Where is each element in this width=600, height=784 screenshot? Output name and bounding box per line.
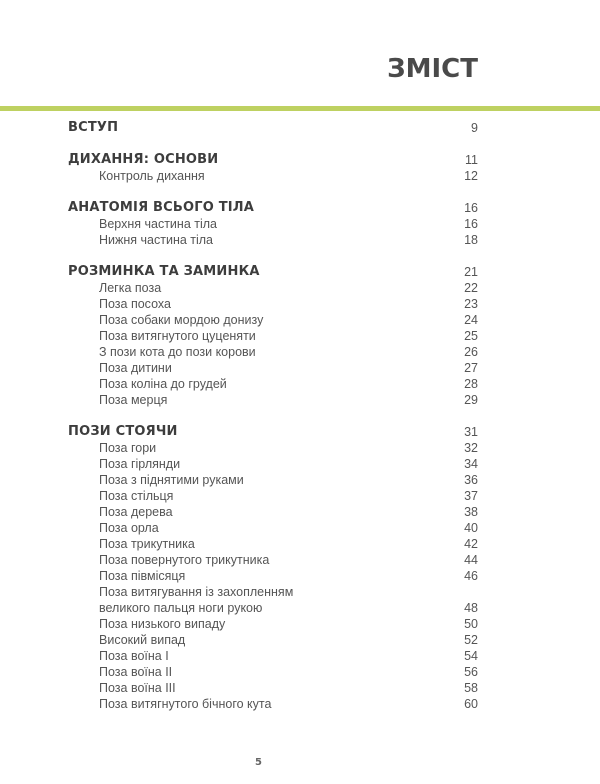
toc-section-heading[interactable] [68,200,478,216]
entry-title: Нижня частина тіла [99,233,214,247]
toc-entry[interactable] [68,584,478,616]
toc-entry[interactable] [68,280,478,296]
page-number: 5 [255,757,262,768]
entry-page-number: 23 [464,297,478,311]
toc-section-heading[interactable] [68,264,478,280]
entry-title: Поза дитини [99,361,172,375]
entry-page-number: 42 [464,537,478,551]
entry-title: Поза воїна I [99,649,169,663]
toc-entry[interactable] [68,440,478,456]
entry-page-number: 34 [464,457,478,471]
toc-entry[interactable] [68,616,478,632]
toc-entry[interactable] [68,472,478,488]
toc-entry[interactable] [68,632,478,648]
toc-entry[interactable] [68,392,478,408]
entry-page-number: 58 [464,681,478,695]
toc-entry[interactable] [68,536,478,552]
entry-page-number: 40 [464,521,478,535]
entry-title: Поза посоха [99,297,171,311]
entry-title: З пози кота до пози корови [99,345,256,359]
toc-section-heading[interactable] [68,120,478,136]
entry-title: Поза мерця [99,393,168,407]
entry-page-number: 36 [464,473,478,487]
entry-page-number: 50 [464,617,478,631]
entry-title: Поза дерева [99,505,173,519]
toc-entry[interactable] [68,328,478,344]
entry-page-number: 52 [464,633,478,647]
toc-section [68,200,478,248]
entry-page-number: 16 [464,217,478,231]
entry-title: Верхня частина тіла [99,217,217,231]
entry-page-number: 18 [464,233,478,247]
section-title: ДИХАННЯ: ОСНОВИ [68,152,219,167]
entry-page-number: 26 [464,345,478,359]
entry-title: Поза низького випаду [99,617,226,631]
entry-page-number: 37 [464,489,478,503]
section-title: ПОЗИ СТОЯЧИ [68,424,178,439]
entry-page-number: 28 [464,377,478,391]
toc-entry[interactable] [68,296,478,312]
entry-title: Поза воїна III [99,681,176,695]
section-page-number: 16 [464,201,478,215]
entry-title: Високий випад [99,633,186,647]
section-title: ВСТУП [68,120,119,135]
entry-page-number: 29 [464,393,478,407]
entry-page-number: 24 [464,313,478,327]
section-page-number: 31 [464,425,478,439]
section-page-number: 11 [465,153,478,167]
entry-title: Контроль дихання [99,169,205,183]
toc-entry[interactable] [68,232,478,248]
entry-title: Поза повернутого трикутника [99,553,270,567]
entry-title: Поза витягнутого цуценяти [99,329,256,343]
entry-title: Легка поза [99,281,162,295]
page-title: ЗМІСТ [387,54,478,84]
entry-title: Поза коліна до грудей [99,377,227,391]
toc-entry[interactable] [68,504,478,520]
toc-entry[interactable] [68,376,478,392]
entry-page-number: 54 [464,649,478,663]
toc-entry[interactable] [68,488,478,504]
toc-section [68,424,478,712]
table-of-contents [68,120,478,728]
entry-title: Поза гірлянди [99,457,181,471]
entry-title: Поза витягування із захопленням великого пальця ноги рукою [99,585,294,615]
entry-title: Поза стільця [99,489,174,503]
toc-entry[interactable] [68,696,478,712]
entry-title: Поза трикутника [99,537,195,551]
entry-title: Поза витягнутого бічного кута [99,697,272,711]
entry-page-number: 12 [464,169,478,183]
entry-title: Поза з піднятими руками [99,473,244,487]
toc-entry[interactable] [68,680,478,696]
entry-page-number: 32 [464,441,478,455]
section-page-number: 21 [464,265,478,279]
entry-title: Поза собаки мордою донизу [99,313,264,327]
toc-entry[interactable] [68,360,478,376]
toc-entry[interactable] [68,568,478,584]
entry-page-number: 44 [464,553,478,567]
entry-page-number: 48 [464,601,478,615]
toc-entry[interactable] [68,520,478,536]
entry-title: Поза гори [99,441,157,455]
entry-title: Поза півмісяця [99,569,186,583]
toc-entry[interactable] [68,344,478,360]
entry-title: Поза орла [99,521,159,535]
section-page-number: 9 [471,121,478,135]
entry-page-number: 25 [464,329,478,343]
section-title: АНАТОМІЯ ВСЬОГО ТІЛА [68,200,255,215]
entry-page-number: 56 [464,665,478,679]
toc-entry[interactable] [68,168,478,184]
toc-section-heading[interactable] [68,424,478,440]
accent-divider [0,106,600,111]
entry-page-number: 22 [464,281,478,295]
toc-section [68,152,478,184]
entry-page-number: 38 [464,505,478,519]
toc-entry[interactable] [68,664,478,680]
toc-entry[interactable] [68,648,478,664]
toc-section-heading[interactable] [68,152,478,168]
toc-entry[interactable] [68,456,478,472]
toc-section [68,120,478,136]
section-title: РОЗМИНКА ТА ЗАМИНКА [68,264,260,279]
entry-page-number: 46 [464,569,478,583]
toc-entry[interactable] [68,552,478,568]
toc-section [68,264,478,408]
toc-entry[interactable] [68,312,478,328]
entry-page-number: 60 [464,697,478,711]
entry-title: Поза воїна II [99,665,173,679]
toc-entry[interactable] [68,216,478,232]
entry-page-number: 27 [464,361,478,375]
